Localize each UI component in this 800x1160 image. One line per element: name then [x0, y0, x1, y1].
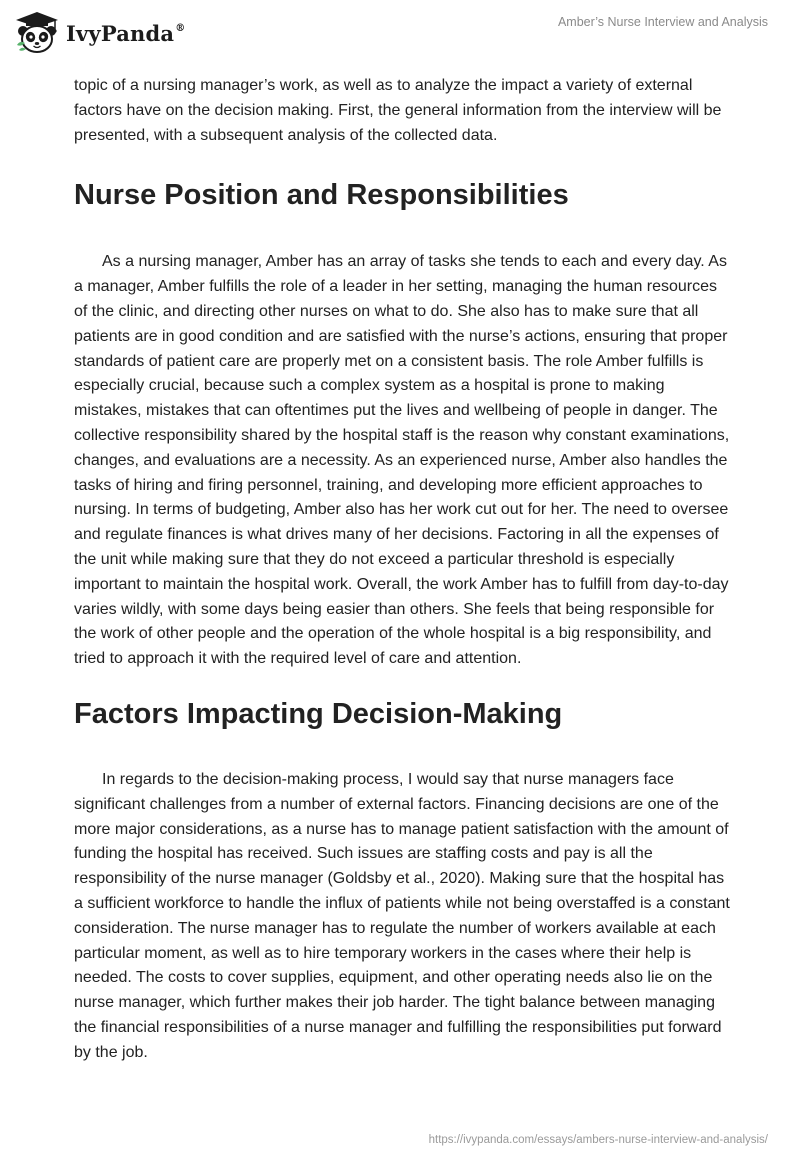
- section-paragraph-decision-factors: In regards to the decision-making process, I would say that nurse managers face significant challenges from a number of external factors. Financing decisions are one of the more major considerations, as a nurse has to manage patient satisfaction with the amount of funding the hospital has received. Such issues are staffing costs and pay is all the responsibility of the nurse manager (Goldsby et al., 2020). Making sure that the hospital has a sufficient workforce to handle the influx of patients while not being overstaffed is a constant consideration. The nurse manager has to regulate the number of workers available at each particular moment, as well as to hire temporary workers in the cases where their help is needed. The costs to cover supplies, equipment, and other operating needs also lie on the nurse manager, which further makes their job harder. The tight balance between managing the financial responsibilities of a nurse manager and fulfilling the responsibilities put forward by the job.: [74, 770, 730, 1061]
- registered-mark: ®: [175, 22, 186, 34]
- page-header: [0, 0, 800, 64]
- logo-wordmark: [66, 21, 185, 46]
- document-title: Amber’s Nurse Interview and Analysis: [557, 15, 768, 29]
- intro-paragraph: topic of a nursing manager’s work, as well as to analyze the impact a variety of external factors have on the decision making. First, the general information from the interview will be presented, with a subsequent analysis of the collected data.: [74, 77, 722, 144]
- section-paragraph-nurse-position: As a nursing manager, Amber has an array of tasks she tends to each and every day. As a manager, Amber fulfills the role of a leader in her setting, managing the human resources of the clinic, and directing other nurses on what to do. She also has to make sure that all patients are in good condition and are satisfied with the nurse’s actions, ensuring that proper standards of patient care are properly met on a consistent basis. The role Amber fulfills is especially crucial, because such a complex system as a hospital is prone to making mistakes, mistakes that can oftentimes put the lives and wellbeing of people in danger. The collective responsibility shared by the hospital staff is the reason why constant examinations, changes, and evaluations are a necessity. As an experienced nurse, Amber also handles the tasks of hiring and firing personnel, training, and developing more efficient approaches to nursing. In terms of budgeting, Amber also has her work cut out for her. The need to oversee and regulate finances is what drives many of her decisions. Factoring in all the expenses of the unit while making sure that they do not exceed a particular threshold is especially important to maintain the hospital work. Overall, the work Amber has to fulfill from day-to-day varies wildly, with some days being easier than others. She feels that being responsible for the work of other people and the operation of the whole hospital is a big responsibility, and tried to approach it with the required level of care and attention.: [74, 253, 730, 668]
- ivypanda-logo[interactable]: [14, 10, 185, 54]
- panda-graduate-icon: [14, 10, 60, 54]
- logo-name: IvyPanda: [66, 20, 175, 46]
- essay-content: [74, 74, 734, 1066]
- source-url-link[interactable]: https://ivypanda.com/essays/ambers-nurse-interview-and-analysis/: [428, 1134, 768, 1146]
- section-heading-decision-factors: Factors Impacting Decision-Making: [74, 697, 563, 730]
- section-heading-nurse-position: Nurse Position and Responsibilities: [74, 179, 569, 212]
